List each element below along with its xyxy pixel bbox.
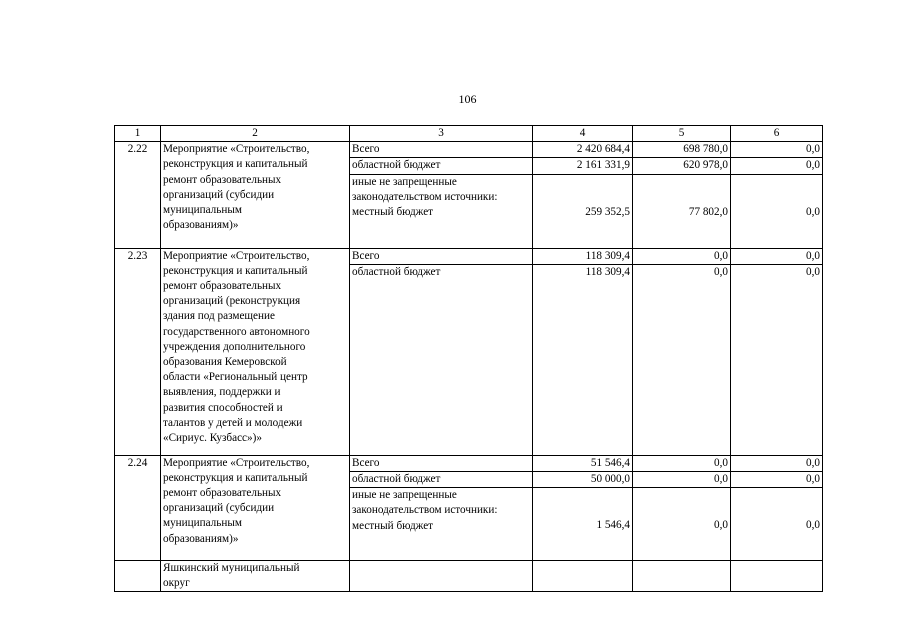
col-header-6: 6 — [731, 126, 823, 142]
value-col6: 0,0 — [731, 471, 823, 487]
value-col4: 2 161 331,9 — [533, 158, 633, 174]
value-col4-text: 1 546,4 — [596, 519, 630, 532]
header-row — [115, 126, 823, 142]
value-col6: 0,0 — [731, 158, 823, 174]
value-col6: 0,0 — [731, 455, 823, 471]
budget-table — [114, 125, 823, 592]
row-number — [115, 560, 161, 591]
col-header-5: 5 — [633, 126, 731, 142]
value-col5: 0,0 — [633, 455, 731, 471]
row-number: 2.22 — [115, 142, 161, 248]
value-col4: 118 309,4 — [533, 248, 633, 264]
value-col5-text: 0,0 — [714, 519, 728, 532]
source-name: иные не запрещенные законодательством источники: местный бюджет — [350, 174, 533, 248]
source-name: областной бюджет — [350, 264, 533, 455]
table-row — [115, 142, 823, 158]
value-col5: 0,0 — [633, 248, 731, 264]
value-col4 — [533, 174, 633, 248]
value-col4: 51 546,4 — [533, 455, 633, 471]
value-col4: 50 000,0 — [533, 471, 633, 487]
empty-cell — [731, 560, 823, 591]
row-number: 2.23 — [115, 248, 161, 455]
value-col5: 0,0 — [633, 264, 731, 455]
value-col5 — [633, 488, 731, 560]
value-col6-text: 0,0 — [806, 519, 820, 532]
district-row — [115, 560, 823, 591]
source-name: Всего — [350, 248, 533, 264]
event-description: Мероприятие «Строительство, реконструкция и капитальный ремонт образовательных организаций (субсидии муниципальным образованиям)» — [161, 455, 350, 560]
value-col5: 698 780,0 — [633, 142, 731, 158]
table-row — [115, 248, 823, 264]
event-description: Мероприятие «Строительство, реконструкция и капитальный ремонт образовательных организаций (реконструкция здания под размещение государственного автономного учреждения дополнительного образования Кемеровской области «Региональный центр выявления, поддержки и развития способностей и талантов у детей и молодежи «Сириус. Кузбасс»)» — [161, 248, 350, 455]
value-col4 — [533, 488, 633, 560]
empty-cell — [350, 560, 533, 591]
table-row — [115, 455, 823, 471]
value-col6: 0,0 — [731, 142, 823, 158]
empty-cell — [633, 560, 731, 591]
value-col5: 0,0 — [633, 471, 731, 487]
value-col6: 0,0 — [731, 264, 823, 455]
source-name: Всего — [350, 142, 533, 158]
source-name: областной бюджет — [350, 471, 533, 487]
value-col4: 118 309,4 — [533, 264, 633, 455]
value-col6 — [731, 174, 823, 248]
event-description: Мероприятие «Строительство, реконструкция и капитальный ремонт образовательных организаций (субсидии муниципальным образованиям)» — [161, 142, 350, 248]
source-name: Всего — [350, 455, 533, 471]
value-col6 — [731, 488, 823, 560]
source-name: областной бюджет — [350, 158, 533, 174]
row-number: 2.24 — [115, 455, 161, 560]
source-name: иные не запрещенные законодательством источники: местный бюджет — [350, 488, 533, 560]
page-number: 106 — [458, 92, 477, 106]
value-col6: 0,0 — [731, 248, 823, 264]
empty-cell — [533, 560, 633, 591]
value-col5-text: 77 802,0 — [688, 205, 728, 218]
value-col4: 2 420 684,4 — [533, 142, 633, 158]
value-col5: 620 978,0 — [633, 158, 731, 174]
col-header-1: 1 — [115, 126, 161, 142]
value-col6-text: 0,0 — [806, 205, 820, 218]
value-col5 — [633, 174, 731, 248]
district-name: Яшкинский муниципальный округ — [161, 560, 350, 591]
col-header-2: 2 — [161, 126, 350, 142]
col-header-3: 3 — [350, 126, 533, 142]
col-header-4: 4 — [533, 126, 633, 142]
value-col4-text: 259 352,5 — [585, 205, 630, 218]
